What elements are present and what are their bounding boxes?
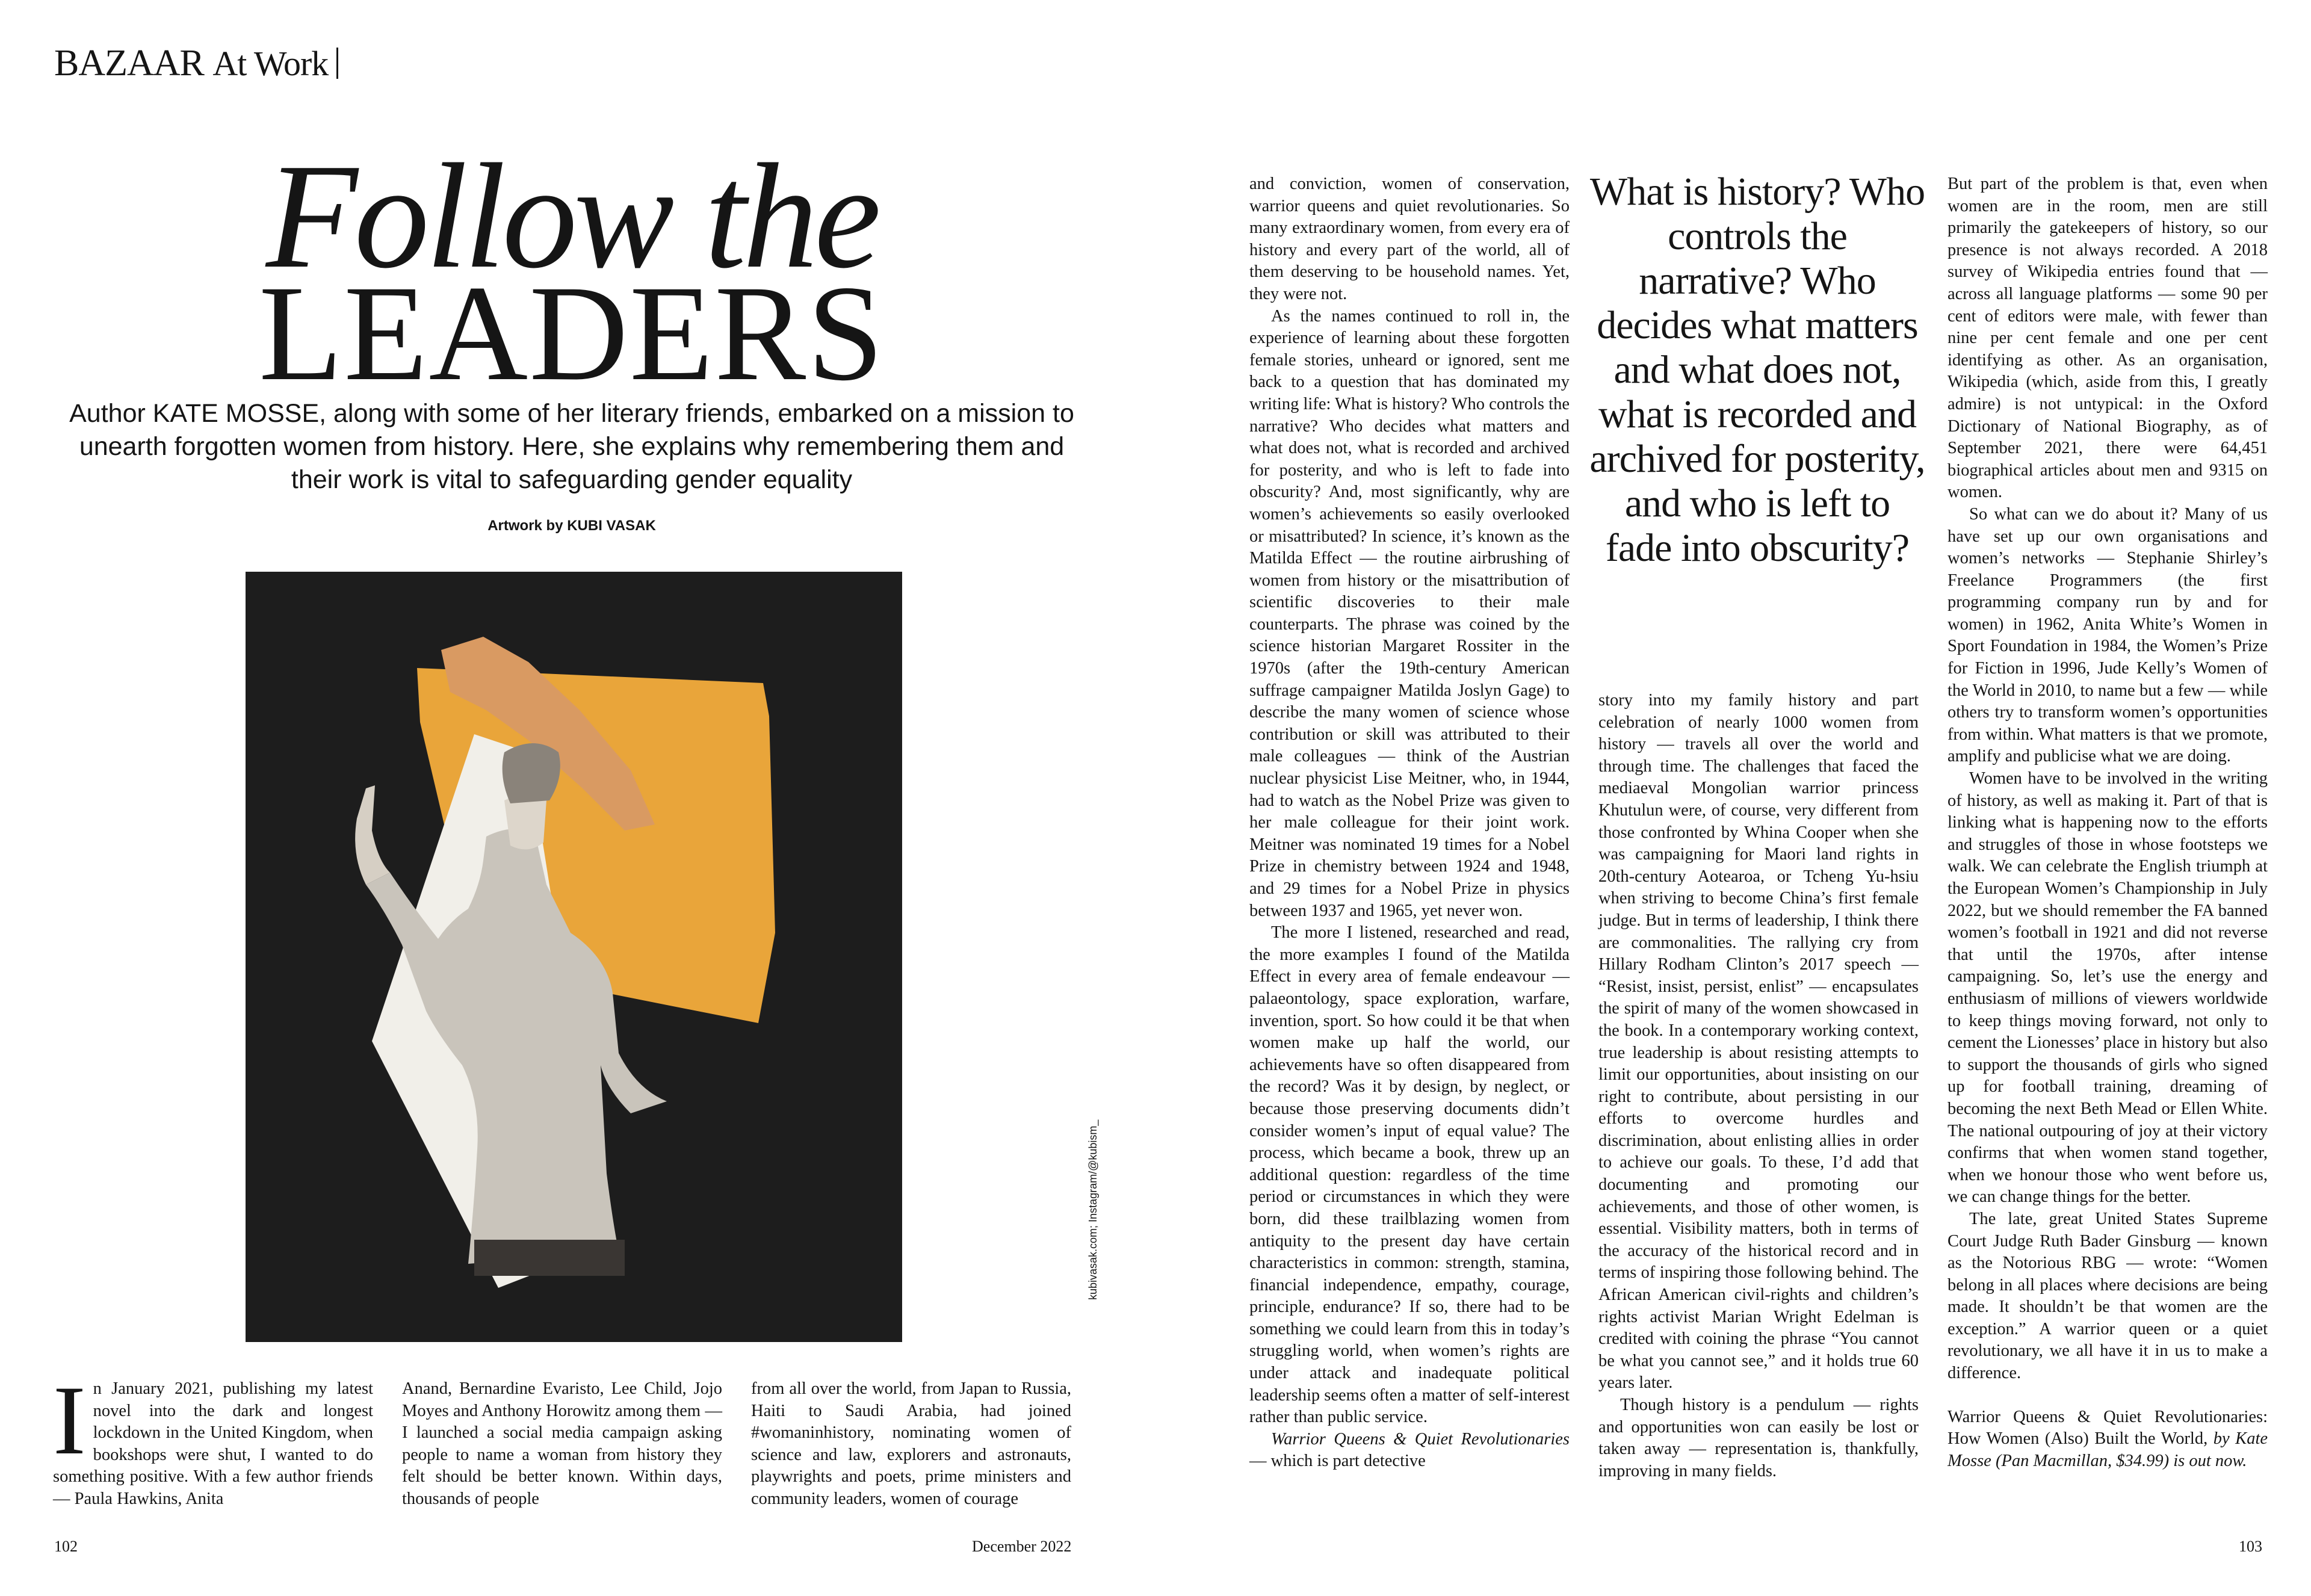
body-paragraph: Women have to be involved in the writing of history, as well as making it. Part of that is linking what is happening now to the efforts and struggles of those in whose footsteps we walk. We can celebrate the English triumph at the European Women’s Championship in July 2022, but we should remember the FA banned women’s football in 1921 and did not reverse that until the 1970s, after intense campaigning. So, let’s use the energy and enthusiasm of millions of viewers worldwide to keep things moving forward, not only to cement the Lionesses’ place in history but also to support the thousands of girls who signed up for football training, dreaming of becoming the next Beth Mead or Ellen White. The national outpouring of joy at their victory confirms that when women stand together, when we honour those who went before us, we can change things for the better. <box>1947 769 2268 1207</box>
collage-artwork <box>246 572 902 1342</box>
body-paragraph: and conviction, women of conservation, warrior queens and quiet revolutionaries. So many extraordinary women, from every era of history and every part of the world, all of them deserving to be household names. Yet, they were not. <box>1249 175 1570 303</box>
body-column-4 <box>1249 173 1570 1473</box>
magazine-brand: BAZAAR At Work <box>54 42 338 85</box>
body-paragraph: The late, great United States Supreme Court Judge Ruth Bader Ginsburg — known as the Notorious RBG — wrote: “Women belong in all places where decisions are being made. It shouldn’t be that women are the exception.” A warrior queen or a quiet revolutionary, we all have it in us to make a difference. <box>1947 1209 2268 1383</box>
book-title: Warrior Queens & Quiet Revolutionaries <box>1271 1429 1570 1449</box>
body-column-1 <box>53 1366 373 1511</box>
body-paragraph: So what can we do about it? Many of us have set up our own organisations and women’s networks — Stephanie Shirley’s Freelance Programmers (the first programming company run by and for women) in 1962, Anita White’s Women in Sport Foundation in 1984, the Women’s Prize for Fiction in 1996, Jude Kelly’s Women of the World in 2010, to name but a few — while others try to transform women’s opportunities from within. What matters is that we promote, amplify and publicise what we are doing. <box>1947 504 2268 766</box>
body-paragraph: As the names continued to roll in, the experience of learning about these forgotten female stories, unheard or ignored, sent me back to a question that has dominated my writing life: What is history? Who controls the narrative? Who decides what matters and what does not, what is recorded and archived for posterity, and who is left to fade into obscurity? And, most significantly, why are women’s achievements so easily overlooked or misattributed? In science, it’s known as the Matilda Effect — the routine airbrushing of women from history or the misattribution of scientific discoveries to their male counterparts. The phrase was coined by the science historian Margaret Rossiter in the 1970s (after the 19th-century American suffrage campaigner Matilda Joslyn Gage) to describe the many women of science whose contribution or skill was attributed to their male colleagues — think of the Austrian nuclear physicist Lise Meitner, who, in 1944, had to watch as the Nobel Prize was given to her male colleague for their joint work. Meitner was nominated 19 times for a Nobel Prize in chemistry between 1924 and 1948, and 29 times for a Nobel Prize in physics between 1937 and 1965, yet never won. <box>1249 306 1570 920</box>
body-paragraph: But part of the problem is that, even when women are in the room, men are still primarily the gatekeepers of history, so our presence is not always recorded. A 2018 survey of Wikipedia entries found that — across all language platforms — some 90 per cent of editors were male, with fewer than nine per cent female and one per cent identifying as other. As an organisation, Wikipedia (which, aside from this, I greatly admire) is not untypical: in the Oxford Dictionary of National Biography, as of September 2021, there were 64,451 biographical articles about men and 9315 on women. <box>1947 175 2268 502</box>
body-column-2 <box>402 1378 722 1511</box>
page-number-right: 103 <box>2239 1538 2262 1555</box>
page-number-left: 102 <box>54 1538 78 1555</box>
standfirst: Author KATE MOSSE, along with some of her literary friends, embarked on a mission to unearth forgotten women from history. Here, she explains why remembering them and their work is vital to safeguarding gender equality <box>69 399 1074 494</box>
drop-cap: I <box>53 1366 86 1475</box>
book-note: Warrior Queens & Quiet Revolutionaries: How Women (Also) Built the World, <box>1947 1407 2268 1449</box>
pull-quote: What is history? Who controls the narrative? Who decides what matters and what does not, what is recorded and archived for posterity, and who is left to fade into obscurity? <box>1589 170 1925 570</box>
body-column-3 <box>751 1378 1071 1511</box>
section-name: At Work <box>212 44 329 83</box>
image-credit: kubivasak.com; Instagram/@kubism_ <box>1087 1119 1099 1300</box>
body-paragraph: — which is part detective <box>1249 1452 1426 1471</box>
figure-hair <box>503 743 560 803</box>
body-paragraph: story into my family history and part celebration of nearly 1000 women from history — travels all over the world and through time. The challenges that faced the mediaeval Mongolian warrior princess Khutulun were, of course, very different from those confronted by Whina Cooper when she was campaigning for Maori land rights in 20th-century Aotearoa, or Tcheng Yu-hsiu when striving to become China’s first female judge. But in terms of leadership, I think there are commonalities. The rallying cry from Hillary Rodham Clinton’s 2017 speech — “Resist, insist, persist, enlist” — encapsulates the spirit of many of the women showcased in the book. In a contemporary working context, true leadership is about resisting attempts to limit our opportunities, about insisting on our right to contribute, about persisting in our efforts to overcome hurdles and discrimination, about enlisting allies in order to achieve our goals. To these, I’d add that documenting and promoting our achievements, and those of other women, is essential. Visibility matters, both in terms of the accuracy of the historical record and in terms of inspiring those following behind. The African American civil-rights and children’s rights activist Marian Wright Edelman is credited with coining the phrase “You cannot be what you cannot see,” and it holds true 60 years later. <box>1598 691 1919 1393</box>
figure-skirt <box>474 1240 625 1276</box>
headline-line-1: Follow the <box>265 133 878 300</box>
issue-date: December 2022 <box>972 1538 1072 1555</box>
book-note-details: by Kate Mosse (Pan Macmillan, $34.99) is out now. <box>1947 1429 2268 1470</box>
body-column-6 <box>1947 173 2268 1472</box>
body-paragraph: Though history is a pendulum — rights and opportunities won can easily be lost or taken away — representation is, thankfully, improving in many fields. <box>1598 1396 1919 1480</box>
body-column-5 <box>1598 690 1919 1482</box>
headline-line-2: LEADERS <box>259 258 885 409</box>
body-paragraph: The more I listened, researched and read, the more examples I found of the Matilda Effect in every area of female endeavour — palaeontology, space exploration, warfare, invention, sport. So how could it be that when women make up half the world, our achievements have so often disappeared from the record? Was it by design, by neglect, or because those preserving documents didn’t consider women’s input of equal value? The process, which became a book, threw up an additional question: regardless of the time period or circumstances in which they were born, did these trailblazing women from antiquity to the present day have certain characteristics in common: strength, stamina, financial independence, empathy, courage, principle, endurance? If so, there had to be something we could learn from this in today’s struggling world, when women’s rights are under attack and inadequate political leadership seems often a matter of self-interest rather than public service. <box>1249 923 1570 1427</box>
artwork-credit: Artwork by KUBI VASAK <box>487 518 656 534</box>
body-paragraph: n January 2021, publishing my latest novel into the dark and longest lockdown in the United Kingdom, when bookshops were shut, I wanted to do something positive. With a few author friends — Paula Hawkins, Anita <box>53 1379 373 1508</box>
body-paragraph: Anand, Bernardine Evaristo, Lee Child, Jojo Moyes and Anthony Horowitz among them — I launched a social media campaign asking people to name a woman from history they felt should be better known. Within days, thousands of people <box>402 1379 722 1508</box>
body-paragraph: from all over the world, from Japan to Russia, Haiti to Saudi Arabia, had joined #womaninhistory, nominating women of science and law, explorers and astronauts, playwrights and poets, prime ministers and community leaders, women of courage <box>751 1379 1071 1508</box>
